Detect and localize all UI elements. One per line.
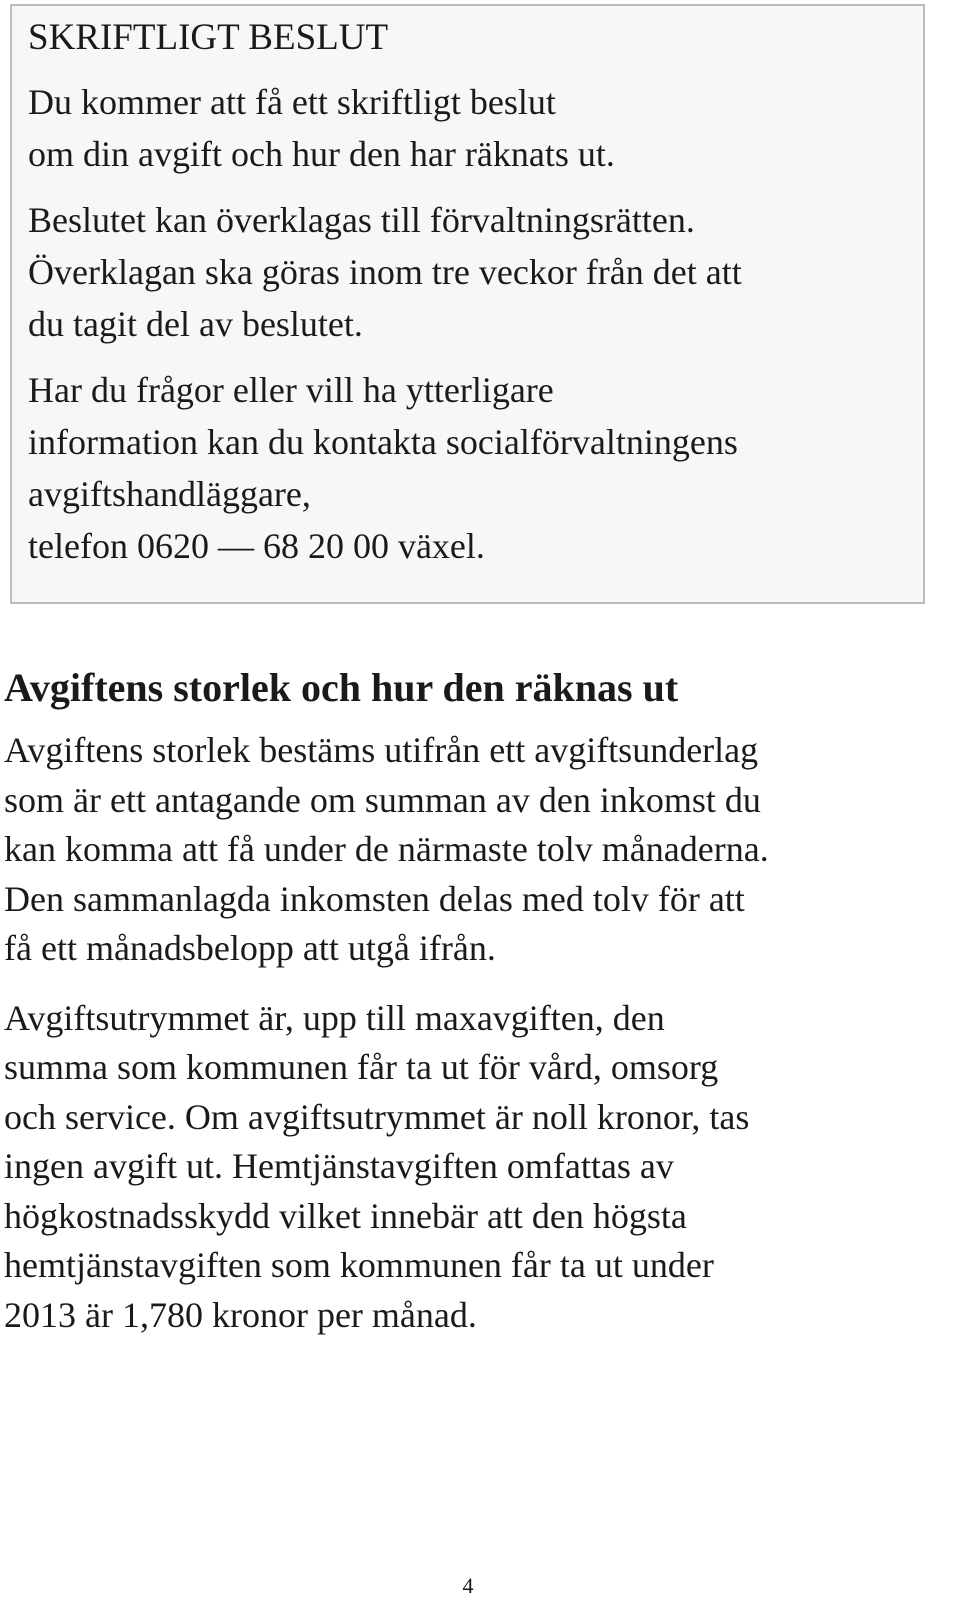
text-line: kan komma att få under de närmaste tolv månaderna.: [4, 829, 769, 869]
info-box-paragraph-2: [28, 194, 923, 350]
text-line: information kan du kontakta socialförvaltningens: [28, 422, 738, 462]
text-line: ingen avgift ut. Hemtjänstavgiften omfattas av: [4, 1146, 674, 1186]
text-line: Avgiftens storlek bestäms utifrån ett avgiftsunderlag: [4, 730, 759, 770]
info-box-paragraph-3: [28, 364, 923, 572]
section-paragraph-2: [4, 994, 949, 1341]
text-line: Har du frågor eller vill ha ytterligare: [28, 370, 554, 410]
text-line: du tagit del av beslutet.: [28, 304, 363, 344]
text-line: som är ett antagande om summan av den inkomst du: [4, 779, 761, 820]
text-line: om din avgift och hur den har räknats ut.: [28, 134, 615, 174]
text-line: få ett månadsbelopp att utgå ifrån.: [4, 928, 496, 968]
text-line: högkostnadsskydd vilket innebär att den högsta: [4, 1195, 687, 1236]
text-line: Överklagan ska göras inom tre veckor från det att: [28, 252, 742, 292]
text-line: Avgiftsutrymmet är, upp till maxavgiften, den: [4, 997, 665, 1038]
section-avgiftens-storlek: [4, 660, 949, 1340]
text-line: avgiftshandläggare,: [28, 474, 311, 514]
text-line: Du kommer att få ett skriftligt beslut: [28, 82, 556, 122]
info-box-paragraph-1: [28, 76, 923, 180]
text-line: Den sammanlagda inkomsten delas med tolv för att: [4, 878, 745, 919]
text-line: och service. Om avgiftsutrymmet är noll kronor, tas: [4, 1096, 750, 1137]
info-box-title: SKRIFTLIGT BESLUT: [28, 17, 389, 58]
text-line: Beslutet kan överklagas till förvaltningsrätten.: [28, 200, 695, 240]
text-line: 2013 är 1,780 kronor per månad.: [4, 1294, 477, 1335]
text-line: summa som kommunen får ta ut för vård, omsorg: [4, 1047, 719, 1087]
section-heading: Avgiftens storlek och hur den räknas ut: [4, 665, 679, 710]
contact-phone: telefon 0620 — 68 20 00 växel.: [28, 526, 485, 566]
text-line: hemtjänstavgiften som kommunen får ta ut under: [4, 1245, 714, 1285]
info-box-skriftligt-beslut: [10, 4, 925, 604]
section-paragraph-1: [4, 726, 949, 974]
page-number: 4: [462, 1573, 474, 1598]
